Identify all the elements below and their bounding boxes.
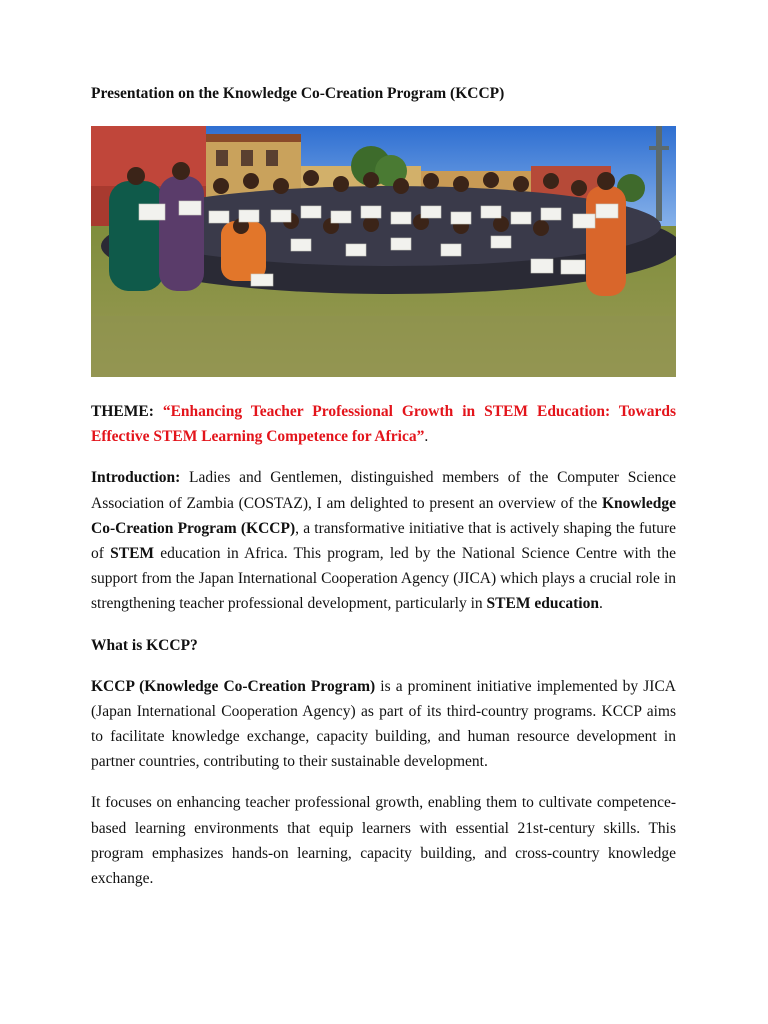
intro-paragraph: [91, 465, 676, 616]
document-title: Presentation on the Knowledge Co-Creation Program (KCCP): [91, 85, 505, 102]
intro-text-4: .: [598, 595, 603, 613]
group-photo: [91, 126, 676, 377]
kccp-text: is a prominent initiative implemented by JICA (Japan International Cooperation Agency) as part of its third-country programs. KCCP aims to facilitate knowledge exchange, capacity building, and human resource development in partner countries, contributing to their sustainable development.: [91, 677, 676, 771]
intro-text-1: Ladies and Gentlemen, distinguished members of the Computer Science Association of Zambia (COSTAZ), I am delighted to present an overview of the: [91, 469, 676, 512]
intro-stem-education-bold: STEM education: [486, 595, 599, 613]
kccp-paragraph: [91, 674, 676, 775]
theme-end: .: [424, 428, 429, 446]
intro-kccp-bold: Knowledge Co-Creation Program (KCCP): [91, 494, 676, 537]
theme-text: “Enhancing Teacher Professional Growth in STEM Education: Towards Effective STEM Learning Competence for Africa”: [91, 403, 677, 446]
intro-label: Introduction:: [91, 469, 181, 487]
theme-label: THEME:: [91, 403, 154, 420]
what-is-kccp-heading: What is KCCP?: [91, 636, 198, 654]
intro-text-3: education in Africa. This program, led by the National Science Centre with the support from the Japan International Cooperation Agency (JICA) which plays a crucial role in strengthening teacher professional development, particularly in: [91, 545, 676, 613]
intro-text-2: , a transformative initiative that is actively shaping the future of: [91, 519, 676, 563]
focus-paragraph: It focuses on enhancing teacher professional growth, enabling them to cultivate competence-based learning environments that equip learners with essential 21st-century skills. This program emphasizes hands-on learning, capacity building, and cross-country knowledge exchange.: [91, 794, 676, 888]
kccp-bold-term: KCCP (Knowledge Co-Creation Program): [91, 677, 376, 695]
theme-paragraph: [91, 399, 676, 449]
intro-stem-bold: STEM: [110, 545, 155, 563]
document-body: [91, 84, 676, 907]
